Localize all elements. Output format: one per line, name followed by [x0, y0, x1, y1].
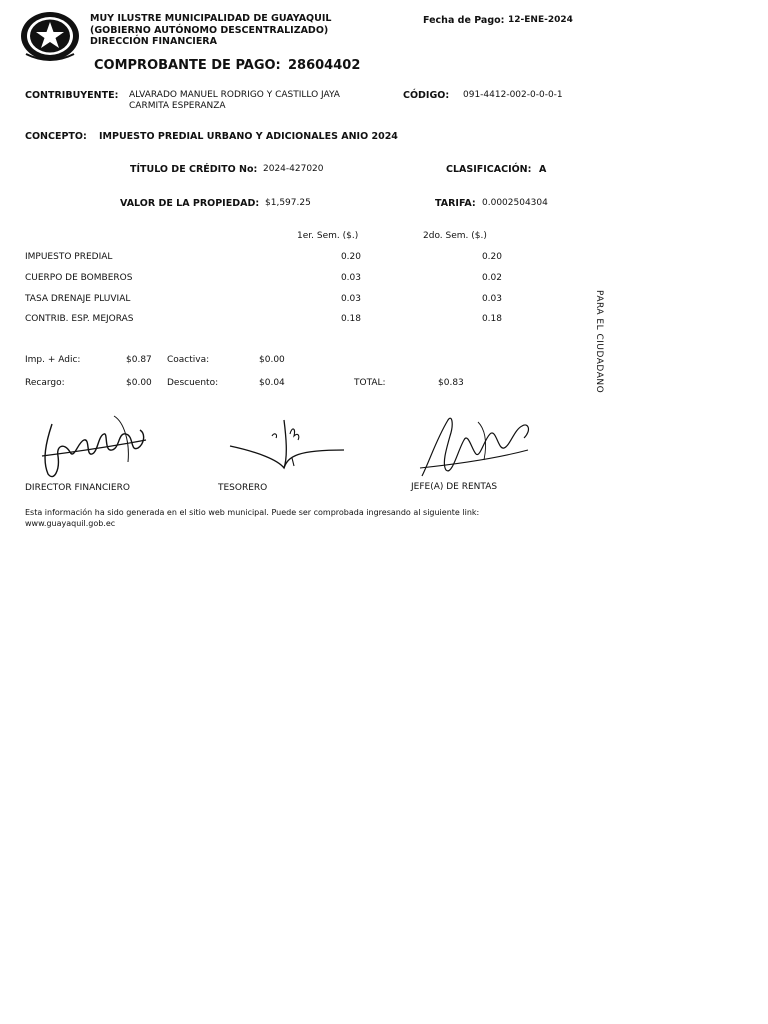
codigo-value: 091-4412-002-0-0-0-1 [463, 90, 563, 100]
clasificacion-label: CLASIFICACIÓN: [446, 164, 532, 175]
tarifa-value: 0.0002504304 [482, 198, 548, 208]
titulo-credito-label: TÍTULO DE CRÉDITO No: [130, 164, 258, 175]
fecha-pago-value: 12-ENE-2024 [508, 15, 573, 25]
comprobante-label: COMPROBANTE DE PAGO: [94, 58, 281, 73]
recargo-value: $0.00 [126, 378, 152, 388]
imp-adic-value: $0.87 [126, 355, 152, 365]
codigo-label: CÓDIGO: [403, 90, 450, 101]
descuento-value: $0.04 [259, 378, 285, 388]
valor-propiedad-label: VALOR DE LA PROPIEDAD: [120, 198, 260, 209]
org-name-line3: DIRECCIÓN FINANCIERA [90, 36, 217, 47]
row-label-cuerpo-bomberos: CUERPO DE BOMBEROS [25, 273, 133, 283]
director-signature [34, 412, 150, 482]
row-s2-contrib-mejoras: 0.18 [481, 314, 502, 324]
contribuyente-label: CONTRIBUYENTE: [25, 90, 119, 101]
clasificacion-value: A [539, 164, 547, 175]
tesorero-signature [228, 416, 346, 474]
para-el-ciudadano-label: PARA EL CIUDADANO [594, 290, 604, 394]
row-label-impuesto-predial: IMPUESTO PREDIAL [25, 252, 113, 262]
row-s1-impuesto-predial: 0.20 [340, 252, 361, 262]
row-label-tasa-drenaje: TASA DRENAJE PLUVIAL [25, 294, 131, 304]
row-label-contrib-mejoras: CONTRIB. ESP. MEJORAS [25, 314, 134, 324]
semestre2-header: 2do. Sem. ($.) [423, 231, 487, 241]
org-name-line1: MUY ILUSTRE MUNICIPALIDAD DE GUAYAQUIL [90, 13, 332, 24]
jefe-rentas-signature [418, 410, 538, 482]
imp-adic-label: Imp. + Adic: [25, 355, 81, 365]
row-s2-impuesto-predial: 0.20 [481, 252, 502, 262]
total-value: $0.83 [438, 378, 464, 388]
valor-propiedad-value: $1,597.25 [265, 198, 311, 208]
row-s1-cuerpo-bomberos: 0.03 [340, 273, 361, 283]
concepto-label: CONCEPTO: [25, 131, 87, 142]
contribuyente-name-line2: CARMITA ESPERANZA [129, 101, 226, 111]
org-name-line2: (GOBIERNO AUTÓNOMO DESCENTRALIZADO) [90, 25, 329, 36]
recargo-label: Recargo: [25, 378, 65, 388]
row-s2-tasa-drenaje: 0.03 [481, 294, 502, 304]
coactiva-label: Coactiva: [167, 355, 210, 365]
semestre1-header: 1er. Sem. ($.) [297, 231, 359, 241]
coactiva-value: $0.00 [259, 355, 285, 365]
concepto-value: IMPUESTO PREDIAL URBANO Y ADICIONALES ANIO 2024 [99, 131, 398, 142]
total-label: TOTAL: [354, 378, 386, 388]
fecha-pago-label: Fecha de Pago: [423, 15, 505, 26]
jefe-rentas-label: JEFE(A) DE RENTAS [411, 482, 498, 492]
row-s1-contrib-mejoras: 0.18 [340, 314, 361, 324]
tarifa-label: TARIFA: [435, 198, 476, 209]
tesorero-label: TESORERO [218, 483, 268, 493]
footer-note: Esta información ha sido generada en el sitio web municipal. Puede ser comprobada ingresando al siguiente link: [25, 508, 480, 517]
contribuyente-name-line1: ALVARADO MANUEL RODRIGO Y CASTILLO JAYA [129, 90, 340, 100]
row-s2-cuerpo-bomberos: 0.02 [481, 273, 502, 283]
comprobante-number: 28604402 [288, 58, 361, 73]
director-financiero-label: DIRECTOR FINANCIERO [25, 483, 130, 493]
footer-link[interactable]: www.guayaquil.gob.ec [25, 519, 116, 528]
titulo-credito-value: 2024-427020 [263, 164, 324, 174]
descuento-label: Descuento: [167, 378, 219, 388]
municipal-seal-logo [18, 10, 82, 64]
row-s1-tasa-drenaje: 0.03 [340, 294, 361, 304]
